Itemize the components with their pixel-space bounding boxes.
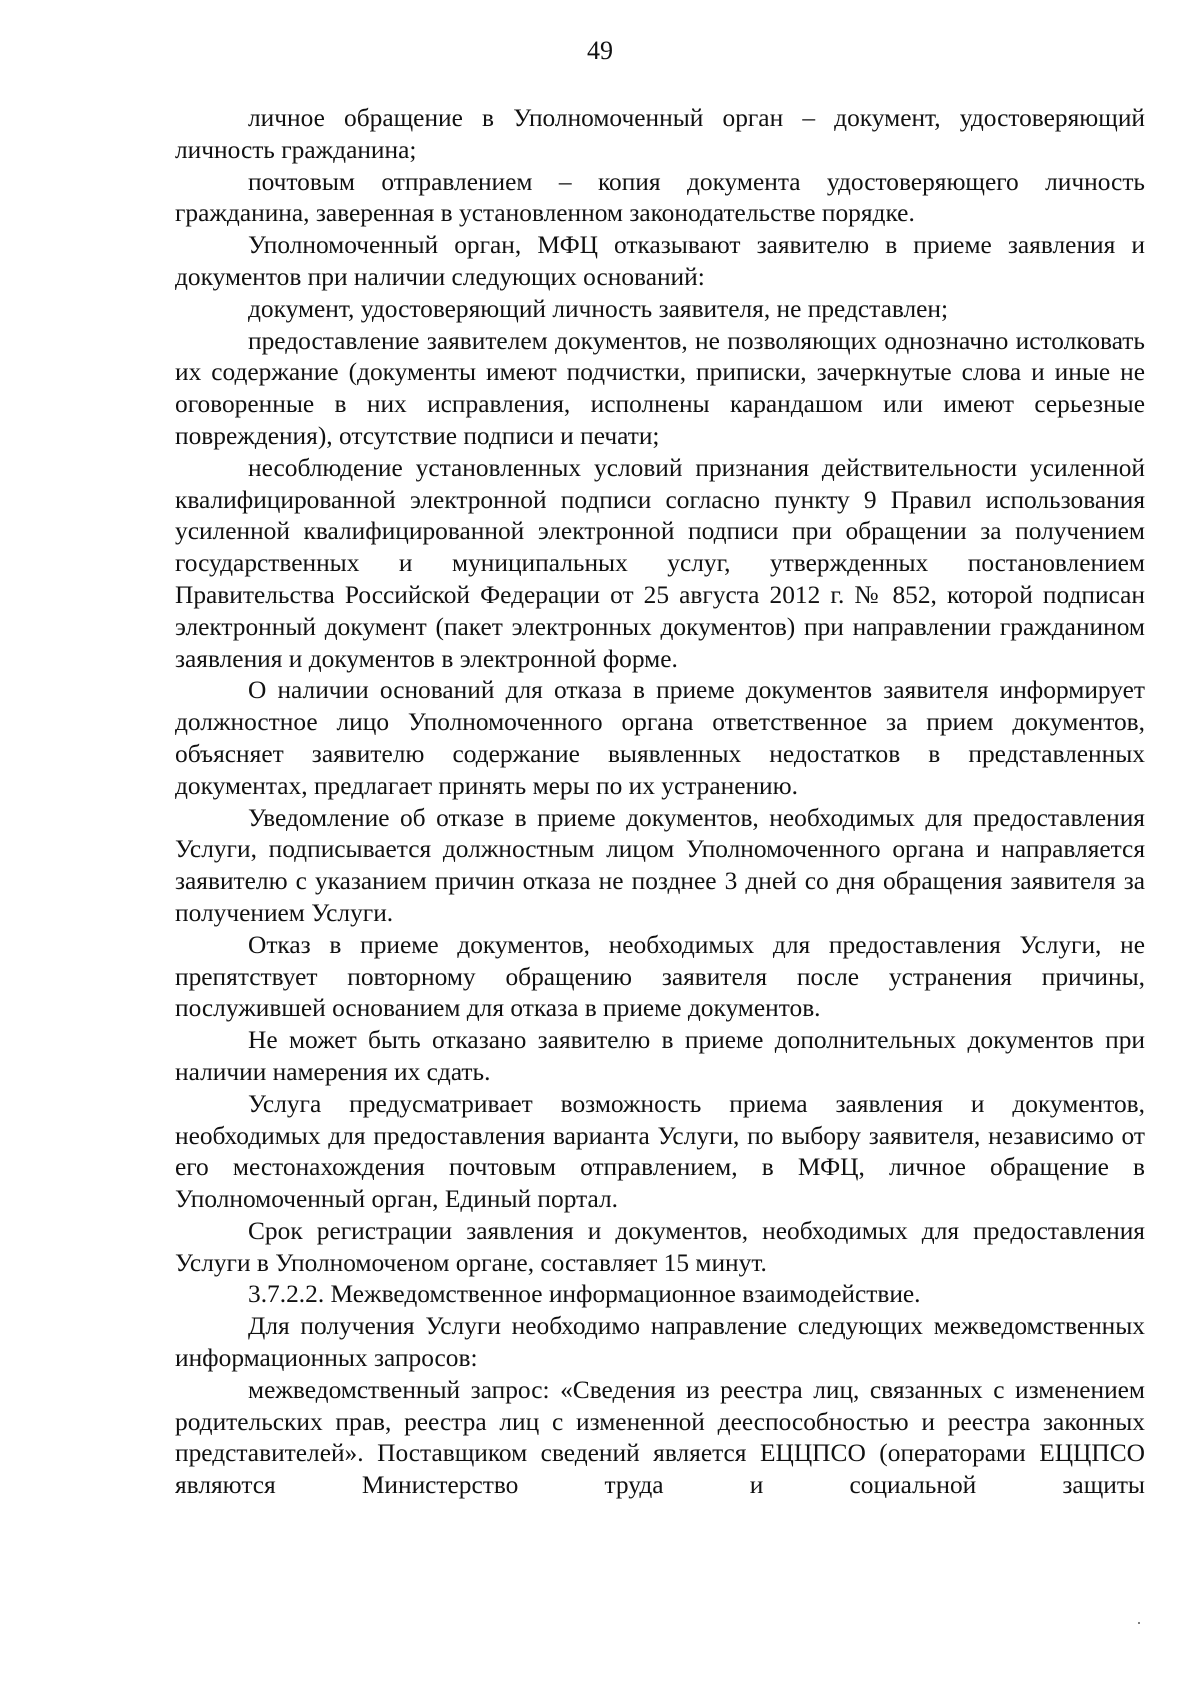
paragraph: Услуга предусматривает возможность приема заявления и документов, необходимых для предоставления варианта Услуги, по выбору заявителя, независимо от его местонахождения почтовым отправлением, в МФЦ, личное обращение в Уполномоченный орган, Единый портал. xyxy=(175,1089,1145,1214)
paragraph: Уведомление об отказе в приеме документов, необходимых для предоставления Услуги, подписывается должностным лицом Уполномоченного органа и направляется заявителю с указанием причин отказа не позднее 3 дней со дня обращения заявителя за получением Услуги. xyxy=(175,803,1145,927)
paragraph: Уполномоченный орган, МФЦ отказывают заявителю в приеме заявления и документов при наличии следующих оснований: xyxy=(175,231,1145,291)
scan-speck xyxy=(1138,1622,1140,1624)
paragraph: несоблюдение установленных условий признания действительности усиленной квалифицированной электронной подписи согласно пункту 9 Правил использования усиленной квалифицированной электронной подписи при обращении за получением государственных и муниципальных услуг, утвержденных постановлением Правительства Российской Федерации от 25 августа 2012 г. № 852, которой подписан электронный документ (пакет электронных документов) при направлении гражданином заявления и документов в электронной форме. xyxy=(175,453,1145,673)
paragraph: личное обращение в Уполномоченный орган – документ, удостоверяющий личность гражданина; xyxy=(175,104,1145,164)
paragraph: почтовым отправлением – копия документа удостоверяющего личность гражданина, заверенная в установленном законодательстве порядке. xyxy=(175,167,1145,228)
paragraph: Для получения Услуги необходимо направление следующих межведомственных информационных запросов: xyxy=(175,1312,1145,1373)
paragraph: Не может быть отказано заявителю в приеме дополнительных документов при наличии намерения их сдать. xyxy=(175,1026,1145,1086)
paragraph: Срок регистрации заявления и документов, необходимых для предоставления Услуги в Уполномоченом органе, составляет 15 минут. xyxy=(175,1216,1145,1277)
paragraph: Отказ в приеме документов, необходимых для предоставления Услуги, не препятствует повторному обращению заявителя после устранения причины, послужившей основанием для отказа в приеме документов. xyxy=(175,930,1145,1023)
paragraph: О наличии оснований для отказа в приеме документов заявителя информирует должностное лицо Уполномоченного органа ответственное за прием документов, объясняет заявителю содержание выявленных недостатков в представленных документах, предлагает принять меры по их устранению. xyxy=(175,676,1145,800)
paragraph: документ, удостоверяющий личность заявителя, не представлен; xyxy=(248,294,949,323)
document-body xyxy=(175,103,1145,1502)
paragraph: межведомственный запрос: «Сведения из реестра лиц, связанных с изменением родительских прав, реестра лиц с измененной дееспособностью и реестра законных представителей». Поставщиком сведений является ЕЦЦПСО (операторами ЕЦЦПСО являются Министерство труда и социальной защиты xyxy=(175,1375,1145,1500)
paragraph: предоставление заявителем документов, не позволяющих однозначно истолковать их содержание (документы имеют подчистки, приписки, зачеркнутые слова и иные не оговоренные в них исправления, исполнены карандашом или имеют серьезные повреждения), отсутствие подписи и печати; xyxy=(175,326,1145,450)
paragraph: 3.7.2.2. Межведомственное информационное взаимодействие. xyxy=(248,1280,921,1309)
page-number: 49 xyxy=(587,36,613,65)
